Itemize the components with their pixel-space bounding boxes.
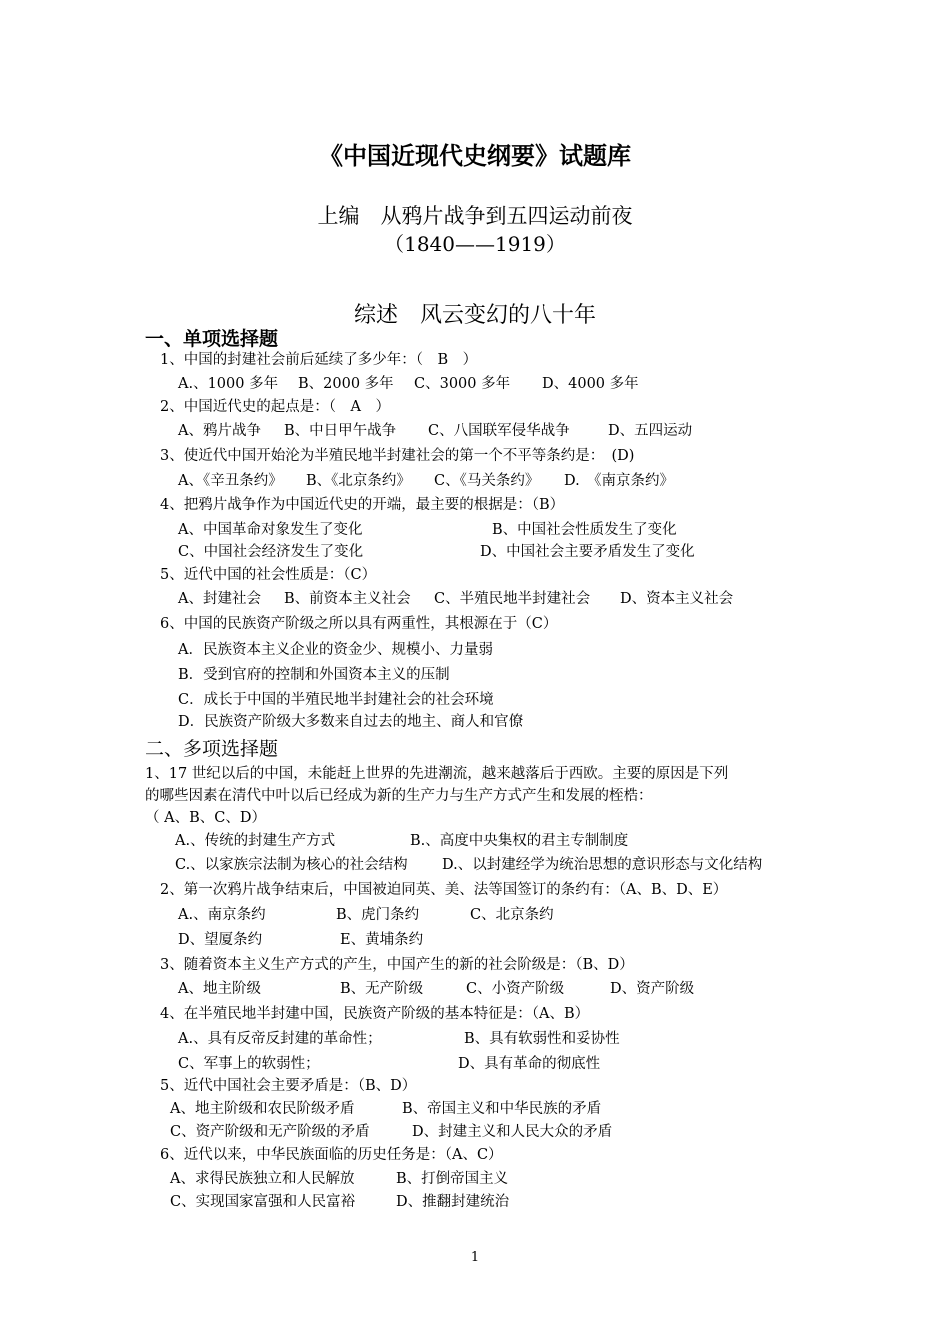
option: D. 《南京条约》 <box>564 473 674 489</box>
option: A.、具有反帝反封建的革命性； <box>178 1031 382 1047</box>
document-title: 《中国近现代史纲要》试题库 <box>319 142 631 170</box>
question-text: 3、使近代中国开始沦为半殖民地半封建社会的第一个不平等条约是： (D) <box>160 448 635 464</box>
question-text: 3、随着资本主义生产方式的产生，中国产生的新的社会阶级是：（B、D） <box>160 957 634 973</box>
option: C、半殖民地半封建社会 <box>434 591 591 607</box>
question-text: 的哪些因素在清代中叶以后已经成为新的生产力与生产方式产生和发展的桎梏： <box>145 788 653 804</box>
option: C、北京条约 <box>470 907 554 923</box>
option: A、封建社会 <box>178 591 261 607</box>
option: C、资产阶级和无产阶级的矛盾 <box>170 1124 370 1140</box>
option: A、鸦片战争 <box>178 423 261 439</box>
question-text: 2、中国近代史的起点是：（ A ） <box>160 399 390 415</box>
part-years: （1840——1919） <box>384 232 566 256</box>
option: A、地主阶级 <box>178 981 261 997</box>
chapter-title: 综述 风云变幻的八十年 <box>353 303 596 328</box>
option: B、具有软弱性和妥协性 <box>464 1031 620 1047</box>
option: A.、1000 多年 <box>178 376 279 392</box>
part-title: 上编 从鸦片战争到五四运动前夜 <box>317 204 633 228</box>
question-text: 1、中国的封建社会前后延续了多少年：（ B ） <box>160 352 478 368</box>
option: C、小资产阶级 <box>466 981 565 997</box>
question-text: 6、中国的民族资产阶级之所以具有两重性，其根源在于（C） <box>160 616 558 632</box>
option: B、无产阶级 <box>340 981 424 997</box>
option: A、求得民族独立和人民解放 <box>170 1171 355 1187</box>
option: C、军事上的软弱性； <box>178 1056 320 1072</box>
option: C.、以家族宗法制为核心的社会结构 <box>175 857 408 873</box>
option: B、中日甲午战争 <box>284 423 397 439</box>
option: B、虎门条约 <box>336 907 420 923</box>
option: A.、传统的封建生产方式 <box>175 833 336 849</box>
option: C、实现国家富强和人民富裕 <box>170 1194 356 1210</box>
option: D、资产阶级 <box>610 981 695 997</box>
option: A、地主阶级和农民阶级矛盾 <box>170 1101 355 1117</box>
option: A、中国革命对象发生了变化 <box>178 522 363 538</box>
option: B、中国社会性质发生了变化 <box>492 522 677 538</box>
option: D、资本主义社会 <box>620 591 734 607</box>
question-text: （ A、B、C、D） <box>145 810 266 826</box>
option: D．民族资产阶级大多数来自过去的地主、商人和官僚 <box>178 714 524 730</box>
option: A．民族资本主义企业的资金少、规模小、力量弱 <box>178 642 493 658</box>
option: C、八国联军侵华战争 <box>428 423 570 439</box>
option: D.、以封建经学为统治思想的意识形态与文化结构 <box>442 857 763 873</box>
option: B、2000 多年 <box>298 376 394 392</box>
option: A、《辛丑条约》 <box>178 473 283 489</box>
question-text: 4、在半殖民地半封建中国，民族资产阶级的基本特征是：（A、B） <box>160 1006 590 1022</box>
option: C．成长于中国的半殖民地半封建社会的社会环境 <box>178 692 494 708</box>
page-number: 1 <box>470 1250 480 1265</box>
section-heading-multiple-choice: 二、多项选择题 <box>145 738 279 760</box>
option: C、中国社会经济发生了变化 <box>178 544 364 560</box>
question-text: 5、近代中国社会主要矛盾是：（B、D） <box>160 1078 417 1094</box>
section-heading-single-choice: 一、单项选择题 <box>145 328 279 350</box>
option: B、帝国主义和中华民族的矛盾 <box>402 1101 602 1117</box>
option: A.、南京条约 <box>178 907 266 923</box>
option: D、推翻封建统治 <box>396 1194 510 1210</box>
question-text: 2、第一次鸦片战争结束后，中国被迫同英、美、法等国签订的条约有：（A、B、D、E） <box>160 882 728 898</box>
option: D、具有革命的彻底性 <box>458 1056 601 1072</box>
option: B、打倒帝国主义 <box>396 1171 509 1187</box>
option: D、中国社会主要矛盾发生了变化 <box>480 544 695 560</box>
option: D、4000 多年 <box>542 376 639 392</box>
option: C、《马关条约》 <box>434 473 540 489</box>
option: B、前资本主义社会 <box>284 591 411 607</box>
option: D、望厦条约 <box>178 932 263 948</box>
option: D、五四运动 <box>608 423 693 439</box>
option: E、黄埔条约 <box>340 932 424 948</box>
question-text: 1、17 世纪以后的中国，未能赶上世界的先进潮流，越来越落后于西欧。主要的原因是下列 <box>145 766 729 782</box>
question-text: 5、近代中国的社会性质是：（C） <box>160 567 377 583</box>
option: B．受到官府的控制和外国资本主义的压制 <box>178 667 450 683</box>
question-text: 4、把鸦片战争作为中国近代史的开端，最主要的根据是：（B） <box>160 497 565 513</box>
option: D、封建主义和人民大众的矛盾 <box>412 1124 613 1140</box>
option: B、《北京条约》 <box>306 473 411 489</box>
option: C、3000 多年 <box>414 376 511 392</box>
question-text: 6、近代以来，中华民族面临的历史任务是：（A、C） <box>160 1147 503 1163</box>
option: B.、高度中央集权的君主专制制度 <box>410 833 629 849</box>
